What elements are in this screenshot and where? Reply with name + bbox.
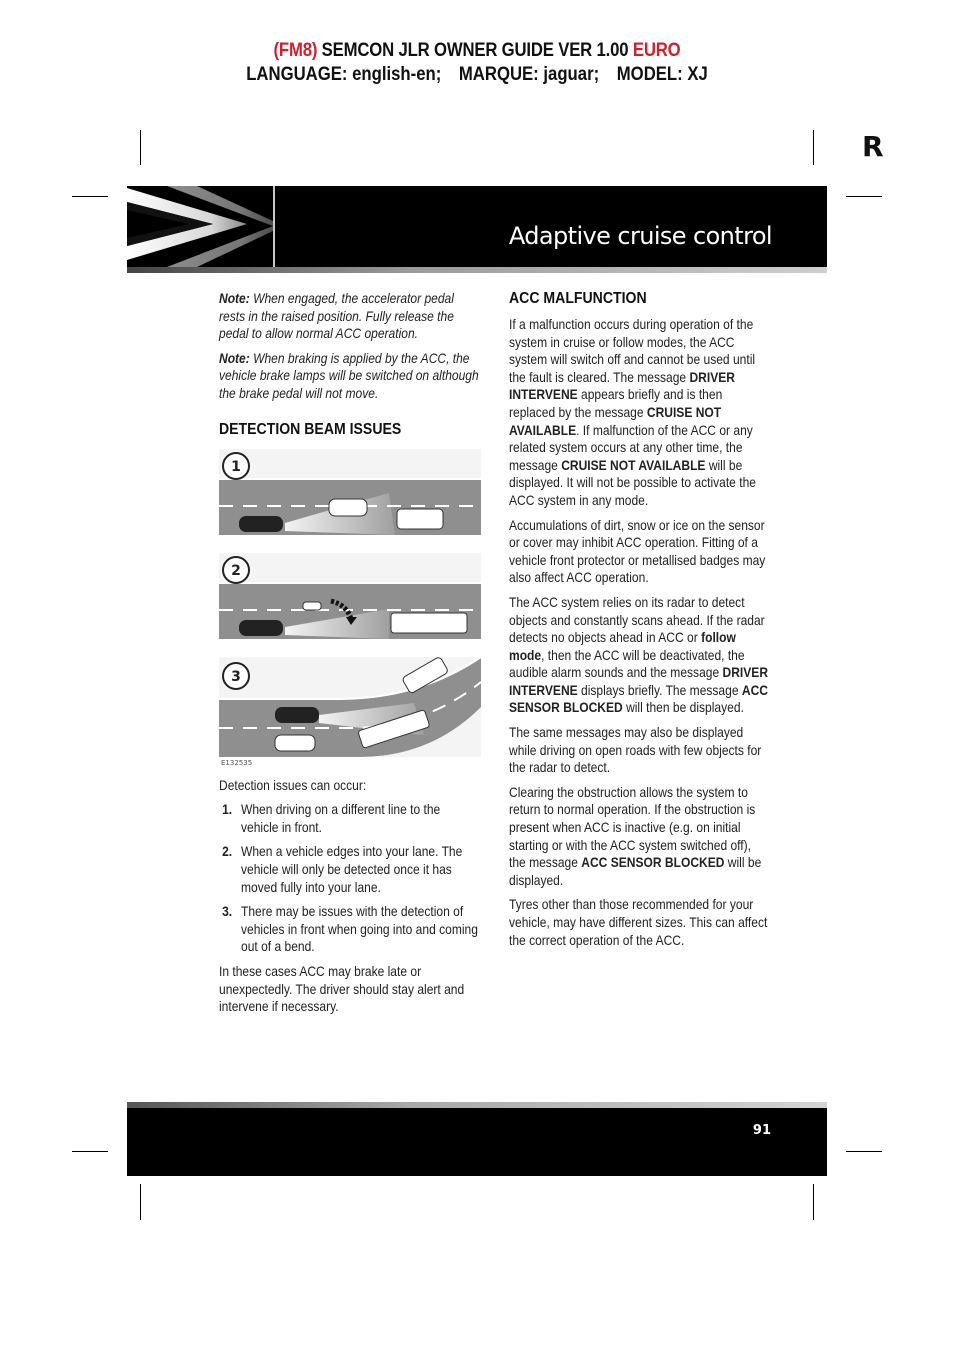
crop-mark xyxy=(813,1184,814,1220)
malfunction-paragraph-6: Tyres other than those recommended for your vehicle, may have different sizes. This can affect the correct operation of the ACC. xyxy=(509,896,768,948)
crop-mark xyxy=(72,1151,108,1152)
section-heading-malfunction: ACC MALFUNCTION xyxy=(509,290,647,307)
crop-mark xyxy=(846,1151,882,1152)
panel-number-badge xyxy=(221,451,251,481)
footer-bar-shade xyxy=(127,1102,827,1108)
crop-mark xyxy=(140,1184,141,1220)
right-column xyxy=(509,290,771,956)
title-bar-shade xyxy=(127,267,827,273)
malfunction-paragraph-5: Clearing the obstruction allows the system to return to normal operation. If the obstruction is present when ACC is inactive (e.g. on initial starting or with the ACC system switched off), the message ACC SENSOR BLOCKED will be displayed. xyxy=(509,783,762,888)
note-label: Note: xyxy=(219,349,250,366)
chevron-arrow-icon xyxy=(127,186,273,267)
malfunction-paragraph-4: The same messages may also be displayed while driving on open roads with few objects for the radar to detect. xyxy=(509,724,762,776)
document-header-line2 xyxy=(57,64,897,86)
panel-number: 3 xyxy=(231,668,241,685)
detection-illustration xyxy=(219,449,481,767)
detection-outro: In these cases ACC may brake late or unexpectedly. The driver should stay alert and intervene if necessary. xyxy=(219,962,465,1015)
detection-issues-list xyxy=(219,801,481,956)
header-model: MODEL: XJ xyxy=(616,64,708,85)
panel-number-badge xyxy=(221,555,251,585)
section-heading-detection: DETECTION BEAM ISSUES xyxy=(219,420,402,438)
malfunction-paragraph-2: Accumulations of dirt, snow or ice on the sensor or cover may inhibit ACC operation. Fitting of a vehicle front protector or metallised badges may also affect ACC operation. xyxy=(509,516,766,586)
header-euro: EURO xyxy=(632,40,681,61)
list-item: 3. There may be issues with the detection of vehicles in front when going into and coming out of a bend. xyxy=(222,903,478,955)
note-text: When braking is applied by the ACC, the vehicle brake lamps will be switched on although the brake pedal will not move. xyxy=(219,349,479,401)
title-bar xyxy=(127,186,827,267)
left-column xyxy=(219,290,481,1023)
malfunction-paragraph-3: The ACC system relies on its radar to detect objects and constantly scans ahead. If the radar detects no objects ahead in ACC or follow mode, then the ACC will be deactivated, the audible alarm sounds and the message DRIVER INTERVENE displays briefly. The message ACC SENSOR BLOCKED will then be displayed. xyxy=(509,593,769,716)
crop-mark xyxy=(72,196,108,197)
panel-2 xyxy=(219,553,481,641)
page-title: Adaptive cruise control xyxy=(508,222,772,250)
panel-number-badge xyxy=(221,661,251,691)
note-accelerator xyxy=(219,290,481,343)
figure-code: E132535 xyxy=(221,758,253,767)
detection-intro: Detection issues can occur: xyxy=(219,776,367,793)
panel-number: 1 xyxy=(231,458,241,475)
panel-1 xyxy=(219,449,481,537)
header-fm8: (FM8) xyxy=(273,40,318,61)
panel-number: 2 xyxy=(231,562,241,579)
list-item: 2. When a vehicle edges into your lane. The vehicle will only be detected once it has moved fully into your lane. xyxy=(222,843,463,895)
crop-mark xyxy=(813,130,814,165)
crop-mark xyxy=(846,196,882,197)
note-brake-lamps xyxy=(219,350,481,403)
section-letter: R xyxy=(862,130,884,163)
panel-3 xyxy=(219,656,481,757)
note-text: When engaged, the accelerator pedal rests in the raised position. Fully release the pedal to allow normal ACC operation. xyxy=(219,290,454,342)
footer-bar xyxy=(127,1108,827,1176)
page-number: 91 xyxy=(752,1123,771,1138)
header-guide-name: SEMCON JLR OWNER GUIDE VER 1.00 xyxy=(317,40,633,61)
malfunction-paragraph-1: If a malfunction occurs during operation of the system in cruise or follow modes, the ACC system will switch off and cannot be used until the fault is cleared. The message DRIVER INTERVENE appears briefly and is then replaced by the message CRUISE NOT AVAILABLE. If malfunction of the ACC or any related system occurs at any other time, the message CRUISE NOT AVAILABLE will be displayed. It will not be possible to activate the ACC system in any mode. xyxy=(509,316,756,508)
header-language: LANGUAGE: english-en; xyxy=(246,64,442,85)
document-header-line1 xyxy=(57,40,897,62)
header-marque: MARQUE: jaguar; xyxy=(458,64,600,85)
crop-mark xyxy=(140,130,141,165)
note-label: Note: xyxy=(219,290,250,306)
list-item: 1. When driving on a different line to the vehicle in front. xyxy=(222,801,441,835)
title-divider xyxy=(273,186,275,267)
road-diagram xyxy=(219,449,481,767)
